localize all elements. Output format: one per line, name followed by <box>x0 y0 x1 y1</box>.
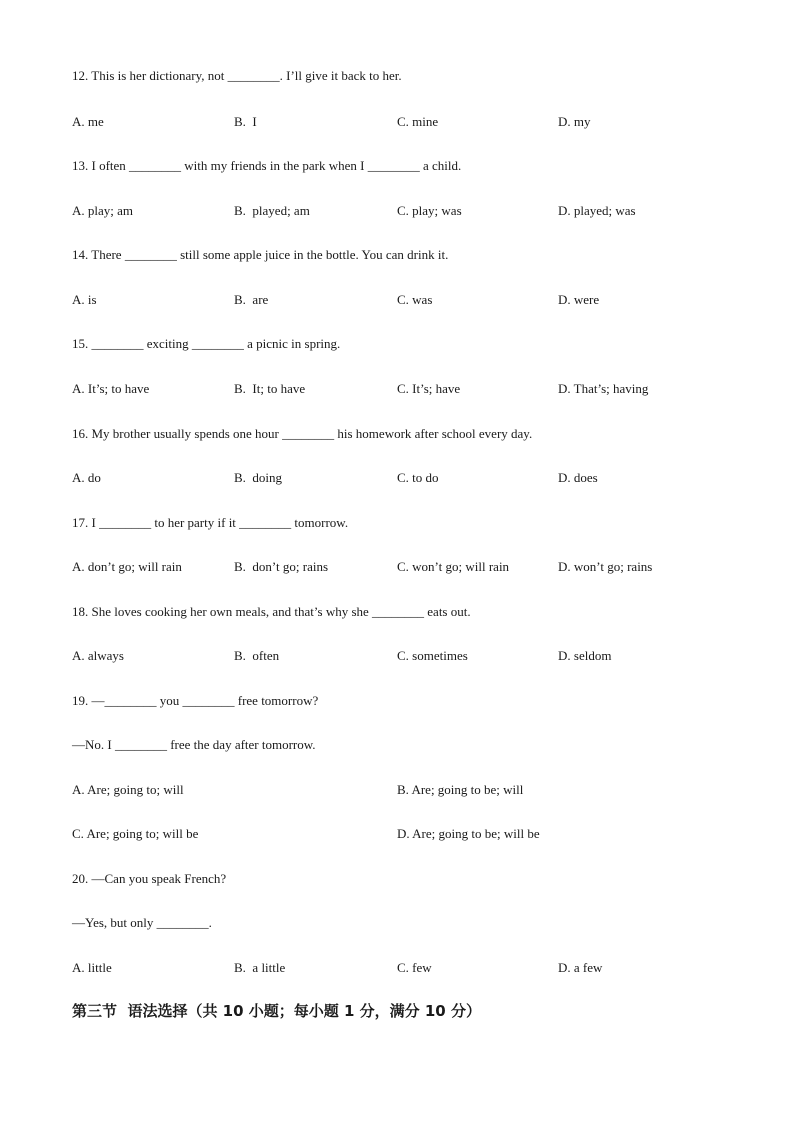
question-17-option-d: D. won’t go; rains <box>558 559 653 574</box>
question-19-option-a: A. Are; going to; will <box>72 782 184 797</box>
question-16-option-d: D. does <box>558 470 598 485</box>
question-12-option-b: B. I <box>234 114 257 129</box>
question-20-reply: —Yes, but only ________. <box>72 915 212 930</box>
question-20-option-d: D. a few <box>558 960 603 975</box>
question-14-option-b: B. are <box>234 292 269 307</box>
question-12-option-c: C. mine <box>397 114 439 129</box>
question-19-option-d: D. Are; going to be; will be <box>397 826 540 841</box>
question-15-option-b: B. It; to have <box>234 381 306 396</box>
question-13-option-c: C. play; was <box>397 203 462 218</box>
question-20-option-c: C. few <box>397 960 432 975</box>
question-18-option-a: A. always <box>72 648 124 663</box>
question-18-option-c: C. sometimes <box>397 648 468 663</box>
question-19-reply: —No. I ________ free the day after tomorrow. <box>72 737 316 752</box>
question-20-option-b: B. a little <box>234 960 286 975</box>
question-14-option-c: C. was <box>397 292 433 307</box>
question-18-stem: 18. She loves cooking her own meals, and that’s why she ________ eats out. <box>72 604 471 619</box>
question-18-option-d: D. seldom <box>558 648 612 663</box>
question-13-option-b: B. played; am <box>234 203 310 218</box>
question-19-option-c: C. Are; going to; will be <box>72 826 199 841</box>
question-19-stem: 19. —________ you ________ free tomorrow? <box>72 693 319 708</box>
question-14-option-a: A. is <box>72 292 97 307</box>
question-16-option-c: C. to do <box>397 470 439 485</box>
question-13-option-a: A. play; am <box>72 203 134 218</box>
question-15-option-d: D. That’s; having <box>558 381 649 396</box>
question-12-stem: 12. This is her dictionary, not ________. I’ll give it back to her. <box>72 68 402 83</box>
question-17-option-c: C. won’t go; will rain <box>397 559 510 574</box>
question-14-stem: 14. There ________ still some apple juice in the bottle. You can drink it. <box>72 247 449 262</box>
question-12-option-a: A. me <box>72 114 104 129</box>
question-16-option-b: B. doing <box>234 470 283 485</box>
question-15-option-a: A. It’s; to have <box>72 381 150 396</box>
question-19-option-b: B. Are; going to be; will <box>397 782 524 797</box>
question-13-option-d: D. played; was <box>558 203 636 218</box>
question-17-option-a: A. don’t go; will rain <box>72 559 182 574</box>
question-15-stem: 15. ________ exciting ________ a picnic in spring. <box>72 336 341 351</box>
question-17-option-b: B. don’t go; rains <box>234 559 329 574</box>
question-18-option-b: B. often <box>234 648 280 663</box>
question-16-option-a: A. do <box>72 470 101 485</box>
question-17-stem: 17. I ________ to her party if it ________ tomorrow. <box>72 515 349 530</box>
question-20-stem: 20. —Can you speak French? <box>72 871 227 886</box>
question-14-option-d: D. were <box>558 292 600 307</box>
question-15-option-c: C. It’s; have <box>397 381 461 396</box>
question-20-option-a: A. little <box>72 960 112 975</box>
question-13-stem: 13. I often ________ with my friends in the park when I ________ a child. <box>72 158 462 173</box>
question-16-stem: 16. My brother usually spends one hour ________ his homework after school every day. <box>72 426 533 441</box>
question-12-option-d: D. my <box>558 114 591 129</box>
section-heading: 第三节 语法选择（共 10 小题；每小题 1 分，满分 10 分） <box>72 1002 481 1020</box>
